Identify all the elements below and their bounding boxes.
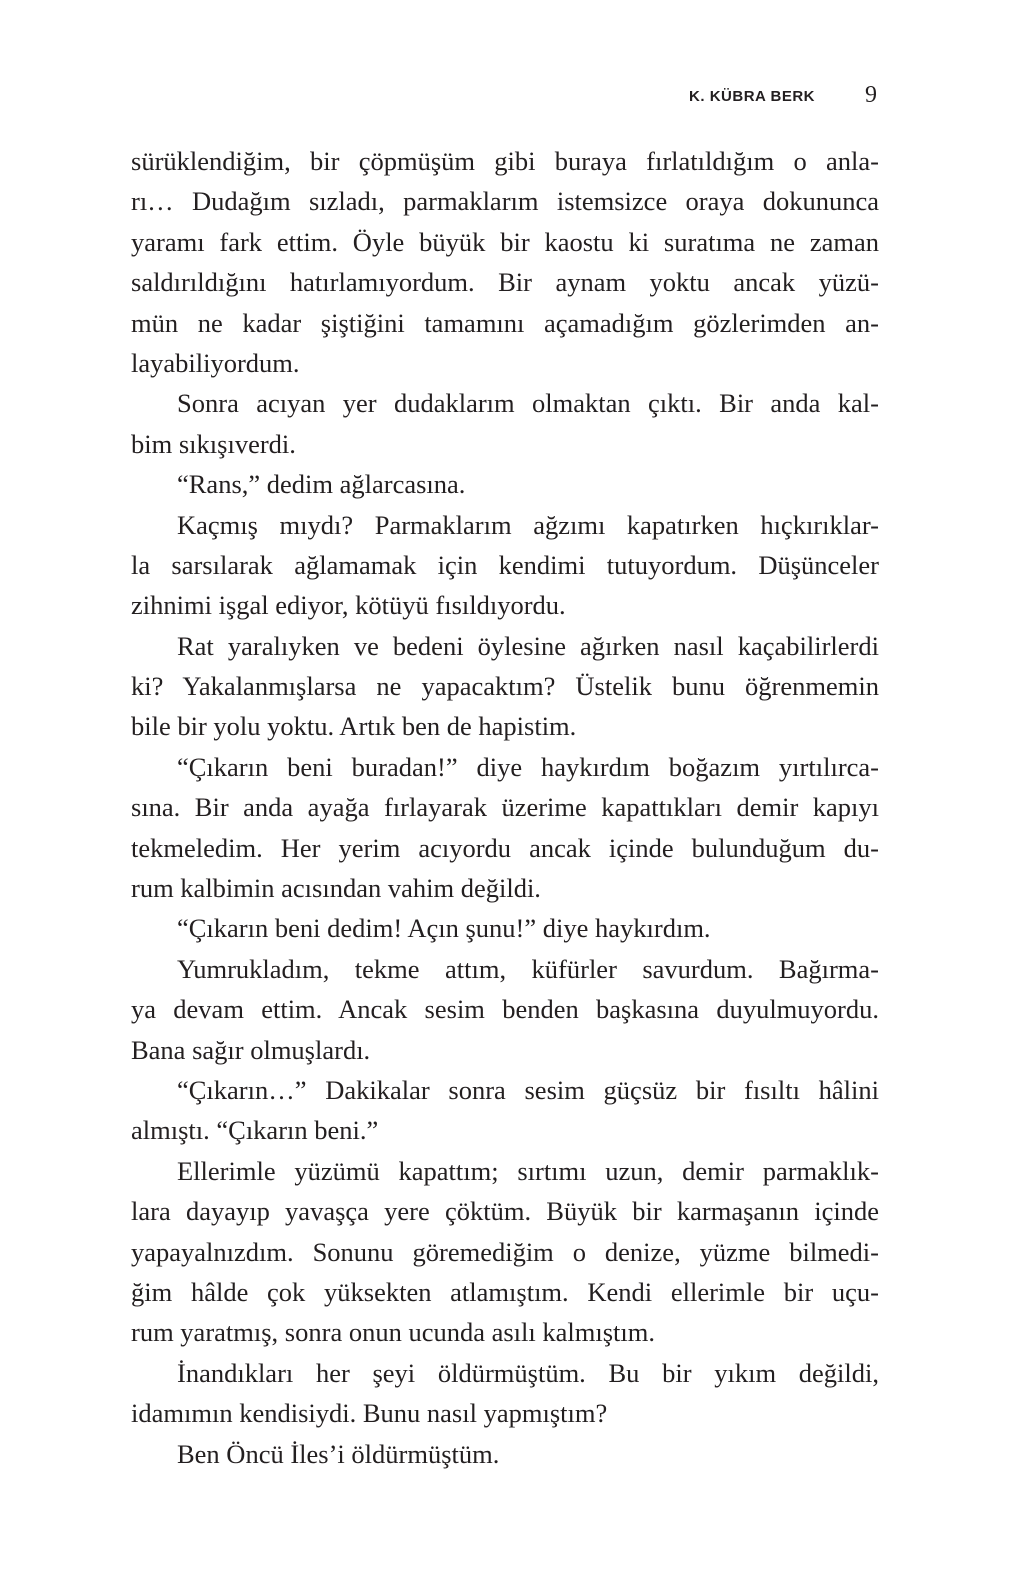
text-line: Yumrukladım, tekme attım, küfürler savurdum. Bağırma-	[177, 953, 879, 984]
text-line: rum yaratmış, sonra onun ucunda asılı kalmıştım.	[131, 1317, 656, 1348]
text-line: Bana sağır olmuşlardı.	[131, 1034, 371, 1065]
text-line: Rat yaralıyken ve bedeni öylesine ağırken nasıl kaçabilirlerdi	[177, 630, 879, 661]
text-line: layabiliyordum.	[131, 347, 300, 378]
text-line: Ben Öncü İles’i öldürmüştüm.	[177, 1438, 500, 1469]
text-line: rum kalbimin acısından vahim değildi.	[131, 873, 541, 904]
text-line: “Rans,” dedim ağlarcasına.	[177, 469, 466, 500]
text-line: “Çıkarın…” Dakikalar sonra sesim güçsüz bir fısıltı hâlini	[177, 1074, 879, 1105]
text-line: Sonra acıyan yer dudaklarım olmaktan çıktı. Bir anda kal-	[177, 388, 879, 419]
text-line: mün ne kadar şiştiğini tamamını açamadığım gözlerimden an-	[131, 307, 879, 338]
text-line: idamımın kendisiydi. Bunu nasıl yapmıştım?	[131, 1398, 608, 1429]
text-line: sürüklendiğim, bir çöpmüşüm gibi buraya fırlatıldığım o anla-	[131, 146, 879, 176]
author-name: K. KÜBRA BERK	[689, 88, 815, 105]
text-line: Ellerimle yüzümü kapattım; sırtımı uzun, demir parmaklık-	[177, 1155, 879, 1186]
text-line: lara dayayıp yavaşça yere çöktüm. Büyük bir karmaşanın içinde	[131, 1196, 879, 1227]
text-line: tekmeledim. Her yerim acıyordu ancak içinde bulunduğum du-	[131, 832, 879, 863]
running-head	[131, 82, 877, 112]
text-line: bim sıkışıverdi.	[131, 428, 296, 459]
text-line: yapayalnızdım. Sonunu göremediğim o denize, yüzme bilmedi-	[131, 1236, 879, 1267]
text-line: la sarsılarak ağlamamak için kendimi tutuyordum. Düşünceler	[131, 549, 879, 580]
page-number: 9	[865, 82, 877, 108]
text-line: İnandıkları her şeyi öldürmüştüm. Bu bir yıkım değildi,	[177, 1357, 879, 1388]
text-line: “Çıkarın beni dedim! Açın şunu!” diye haykırdım.	[177, 913, 711, 944]
text-line: almıştı. “Çıkarın beni.”	[131, 1115, 379, 1146]
text-line: yaramı fark ettim. Öyle büyük bir kaostu ki suratıma ne zaman	[131, 226, 879, 257]
text-line: sına. Bir anda ayağa fırlayarak üzerime kapattıkları demir kapıyı	[131, 792, 879, 823]
text-line: ğim hâlde çok yüksekten atlamıştım. Kendi ellerimle bir uçu-	[131, 1276, 879, 1307]
text-line: ya devam ettim. Ancak sesim benden başkasına duyulmuyordu.	[131, 994, 879, 1025]
text-line: Kaçmış mıydı? Parmaklarım ağzımı kapatırken hıçkırıklar-	[177, 509, 879, 540]
text-line: ki? Yakalanmışlarsa ne yapacaktım? Üstelik bunu öğrenmemin	[131, 671, 879, 702]
body-text	[131, 141, 879, 1474]
text-line: zihnimi işgal ediyor, kötüyü fısıldıyordu.	[131, 590, 566, 621]
text-line: rı… Dudağım sızladı, parmaklarım istemsizce oraya dokununca	[131, 186, 879, 217]
text-line: bile bir yolu yoktu. Artık ben de hapistim.	[131, 711, 577, 742]
text-line: “Çıkarın beni buradan!” diye haykırdım boğazım yırtılırca-	[177, 751, 879, 782]
text-line: saldırıldığını hatırlamıyordum. Bir aynam yoktu ancak yüzü-	[131, 267, 879, 298]
